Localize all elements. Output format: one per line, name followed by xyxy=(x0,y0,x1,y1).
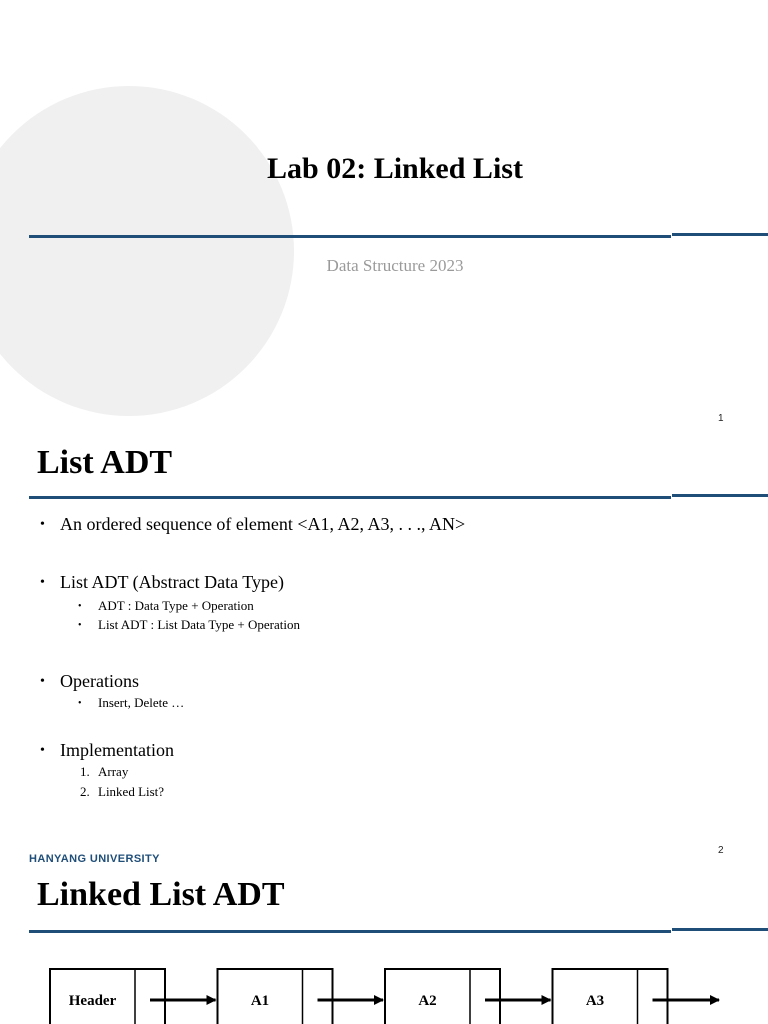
item-number: 2. xyxy=(80,784,90,799)
university-logo: HANYANG UNIVERSITY xyxy=(29,853,160,864)
bullet-text: List ADT (Abstract Data Type) xyxy=(60,572,285,592)
slide-title: Linked List ADT xyxy=(37,876,285,913)
bullet-item xyxy=(40,740,174,761)
title-slide xyxy=(0,0,768,432)
node-box xyxy=(385,969,500,1024)
linked-list-diagram xyxy=(0,864,768,1024)
node-label: Header xyxy=(68,993,117,1009)
bullet-text: An ordered sequence of element <A1, A2, A3, . . ., AN> xyxy=(60,514,466,534)
bullet-dot: • xyxy=(78,698,82,709)
decorative-circle xyxy=(0,86,294,416)
bullet-dot: • xyxy=(78,620,82,631)
title-rule-accent xyxy=(672,494,768,497)
list-node xyxy=(553,969,720,1024)
bullet-text: Implementation xyxy=(60,740,174,760)
title-rule-accent xyxy=(672,233,768,236)
item-number: 1. xyxy=(80,764,90,779)
list-adt-slide xyxy=(0,432,768,864)
bullet-text: Operations xyxy=(60,671,139,691)
page-number: 2 xyxy=(718,845,724,856)
bullet-dot: • xyxy=(40,743,45,758)
node-label: A2 xyxy=(418,993,437,1009)
node-label: A1 xyxy=(250,993,270,1009)
numbered-text: Array xyxy=(98,764,129,779)
sub-bullet-item xyxy=(78,617,300,633)
list-node xyxy=(218,969,384,1024)
bullet-dot: • xyxy=(78,601,82,612)
slide-title: Lab 02: Linked List xyxy=(267,152,523,185)
title-rule xyxy=(29,496,671,499)
list-node xyxy=(50,969,216,1024)
list-node xyxy=(385,969,551,1024)
linked-list-adt-slide xyxy=(0,864,768,1024)
node-box xyxy=(553,969,668,1024)
slide-subtitle: Data Structure 2023 xyxy=(326,256,464,275)
bullet-item xyxy=(40,671,139,692)
bullet-item xyxy=(40,514,465,535)
node-label: A3 xyxy=(585,993,605,1009)
numbered-item xyxy=(80,764,128,780)
page-number: 1 xyxy=(718,413,724,424)
sub-bullet-item xyxy=(78,598,254,614)
bullet-item xyxy=(40,572,284,593)
title-rule xyxy=(29,235,671,238)
slide-title: List ADT xyxy=(37,444,173,481)
bullet-dot: • xyxy=(40,674,45,689)
sub-bullet-text: Insert, Delete … xyxy=(98,695,185,710)
numbered-text: Linked List? xyxy=(98,784,165,799)
bullet-dot: • xyxy=(40,575,45,590)
sub-bullet-item xyxy=(78,695,184,711)
node-box xyxy=(218,969,333,1024)
bullet-dot: • xyxy=(40,517,45,532)
sub-bullet-text: ADT : Data Type + Operation xyxy=(98,598,254,613)
sub-bullet-text: List ADT : List Data Type + Operation xyxy=(98,617,300,632)
numbered-item xyxy=(80,784,164,800)
